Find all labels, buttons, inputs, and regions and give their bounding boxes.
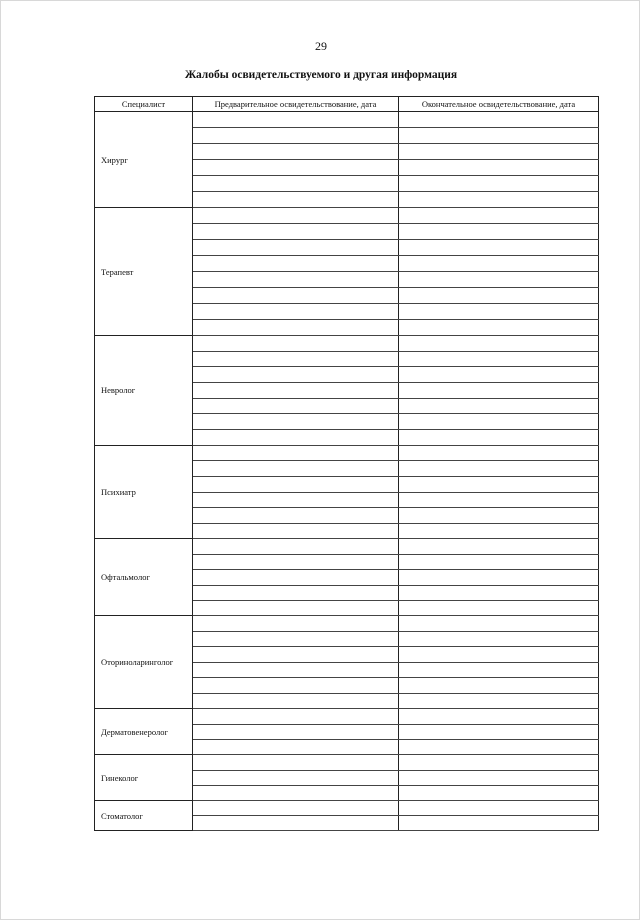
- preliminary-entry-line[interactable]: [193, 539, 399, 554]
- final-entry-line[interactable]: [399, 662, 599, 678]
- final-entry-line[interactable]: [399, 678, 599, 694]
- preliminary-entry-line[interactable]: [193, 662, 399, 678]
- preliminary-entry-line[interactable]: [193, 785, 399, 800]
- table-body: [95, 112, 599, 831]
- specialist-label: Хирург: [95, 112, 193, 208]
- preliminary-entry-line[interactable]: [193, 112, 399, 128]
- preliminary-entry-line[interactable]: [193, 208, 399, 224]
- final-entry-line[interactable]: [399, 570, 599, 585]
- preliminary-entry-line[interactable]: [193, 383, 399, 399]
- preliminary-entry-line[interactable]: [193, 693, 399, 709]
- preliminary-entry-line[interactable]: [193, 128, 399, 144]
- table-row: [95, 709, 599, 724]
- final-entry-line[interactable]: [399, 430, 599, 446]
- preliminary-entry-line[interactable]: [193, 477, 399, 493]
- final-entry-line[interactable]: [399, 523, 599, 539]
- table-row: [95, 208, 599, 224]
- final-entry-line[interactable]: [399, 585, 599, 600]
- final-entry-line[interactable]: [399, 631, 599, 647]
- final-entry-line[interactable]: [399, 176, 599, 192]
- final-entry-line[interactable]: [399, 336, 599, 352]
- preliminary-entry-line[interactable]: [193, 288, 399, 304]
- specialist-form-table: [94, 96, 599, 831]
- preliminary-entry-line[interactable]: [193, 739, 399, 754]
- final-entry-line[interactable]: [399, 367, 599, 383]
- preliminary-entry-line[interactable]: [193, 351, 399, 367]
- table-row: [95, 539, 599, 554]
- final-entry-line[interactable]: [399, 461, 599, 477]
- preliminary-entry-line[interactable]: [193, 304, 399, 320]
- final-entry-line[interactable]: [399, 398, 599, 414]
- final-entry-line[interactable]: [399, 816, 599, 831]
- table-row: [95, 755, 599, 770]
- preliminary-entry-line[interactable]: [193, 445, 399, 461]
- specialist-label: Психиатр: [95, 445, 193, 539]
- final-entry-line[interactable]: [399, 477, 599, 493]
- preliminary-entry-line[interactable]: [193, 616, 399, 632]
- final-entry-line[interactable]: [399, 272, 599, 288]
- preliminary-entry-line[interactable]: [193, 398, 399, 414]
- final-entry-line[interactable]: [399, 304, 599, 320]
- final-entry-line[interactable]: [399, 539, 599, 554]
- specialist-label: Стоматолог: [95, 801, 193, 831]
- preliminary-entry-line[interactable]: [193, 192, 399, 208]
- specialist-label: Гинеколог: [95, 755, 193, 801]
- final-entry-line[interactable]: [399, 508, 599, 524]
- table-row: [95, 801, 599, 816]
- specialist-label: Офтальмолог: [95, 539, 193, 616]
- final-entry-line[interactable]: [399, 647, 599, 663]
- table-row: [95, 336, 599, 352]
- specialist-label: Дерматовенеролог: [95, 709, 193, 755]
- preliminary-entry-line[interactable]: [193, 770, 399, 785]
- table-row: [95, 445, 599, 461]
- preliminary-entry-line[interactable]: [193, 508, 399, 524]
- preliminary-entry-line[interactable]: [193, 570, 399, 585]
- final-entry-line[interactable]: [399, 600, 599, 615]
- final-entry-line[interactable]: [399, 724, 599, 739]
- final-entry-line[interactable]: [399, 770, 599, 785]
- final-entry-line[interactable]: [399, 755, 599, 770]
- preliminary-entry-line[interactable]: [193, 224, 399, 240]
- final-entry-line[interactable]: [399, 112, 599, 128]
- specialist-label: Невролог: [95, 336, 193, 446]
- preliminary-entry-line[interactable]: [193, 240, 399, 256]
- final-entry-line[interactable]: [399, 492, 599, 508]
- final-entry-line[interactable]: [399, 554, 599, 569]
- final-entry-line[interactable]: [399, 616, 599, 632]
- preliminary-entry-line[interactable]: [193, 678, 399, 694]
- table-row: [95, 616, 599, 632]
- final-entry-line[interactable]: [399, 240, 599, 256]
- table-row: [95, 112, 599, 128]
- preliminary-entry-line[interactable]: [193, 256, 399, 272]
- final-entry-line[interactable]: [399, 383, 599, 399]
- preliminary-entry-line[interactable]: [193, 816, 399, 831]
- column-header-specialist: Специалист: [95, 97, 193, 112]
- table-header-row: [95, 97, 599, 112]
- preliminary-entry-line[interactable]: [193, 367, 399, 383]
- final-entry-line[interactable]: [399, 144, 599, 160]
- final-entry-line[interactable]: [399, 801, 599, 816]
- preliminary-entry-line[interactable]: [193, 336, 399, 352]
- final-entry-line[interactable]: [399, 414, 599, 430]
- final-entry-line[interactable]: [399, 208, 599, 224]
- preliminary-entry-line[interactable]: [193, 320, 399, 336]
- preliminary-entry-line[interactable]: [193, 144, 399, 160]
- final-entry-line[interactable]: [399, 445, 599, 461]
- preliminary-entry-line[interactable]: [193, 755, 399, 770]
- final-entry-line[interactable]: [399, 256, 599, 272]
- preliminary-entry-line[interactable]: [193, 414, 399, 430]
- preliminary-entry-line[interactable]: [193, 160, 399, 176]
- final-entry-line[interactable]: [399, 160, 599, 176]
- preliminary-entry-line[interactable]: [193, 600, 399, 615]
- preliminary-entry-line[interactable]: [193, 523, 399, 539]
- preliminary-entry-line[interactable]: [193, 647, 399, 663]
- column-header-preliminary: Предварительное освидетельствование, дата: [193, 97, 399, 112]
- final-entry-line[interactable]: [399, 693, 599, 709]
- preliminary-entry-line[interactable]: [193, 724, 399, 739]
- final-entry-line[interactable]: [399, 288, 599, 304]
- final-entry-line[interactable]: [399, 320, 599, 336]
- final-entry-line[interactable]: [399, 128, 599, 144]
- column-header-final: Окончательное освидетельствование, дата: [399, 97, 599, 112]
- preliminary-entry-line[interactable]: [193, 585, 399, 600]
- specialist-label: Терапевт: [95, 208, 193, 336]
- preliminary-entry-line[interactable]: [193, 631, 399, 647]
- final-entry-line[interactable]: [399, 351, 599, 367]
- preliminary-entry-line[interactable]: [193, 430, 399, 446]
- preliminary-entry-line[interactable]: [193, 801, 399, 816]
- specialist-label: Оториноларинголог: [95, 616, 193, 709]
- final-entry-line[interactable]: [399, 785, 599, 800]
- document-title: Жалобы освидетельствуемого и другая информация: [184, 69, 458, 81]
- preliminary-entry-line[interactable]: [193, 554, 399, 569]
- final-entry-line[interactable]: [399, 224, 599, 240]
- final-entry-line[interactable]: [399, 739, 599, 754]
- preliminary-entry-line[interactable]: [193, 492, 399, 508]
- preliminary-entry-line[interactable]: [193, 176, 399, 192]
- final-entry-line[interactable]: [399, 709, 599, 724]
- final-entry-line[interactable]: [399, 192, 599, 208]
- preliminary-entry-line[interactable]: [193, 461, 399, 477]
- page-number: 29: [315, 39, 327, 53]
- preliminary-entry-line[interactable]: [193, 709, 399, 724]
- preliminary-entry-line[interactable]: [193, 272, 399, 288]
